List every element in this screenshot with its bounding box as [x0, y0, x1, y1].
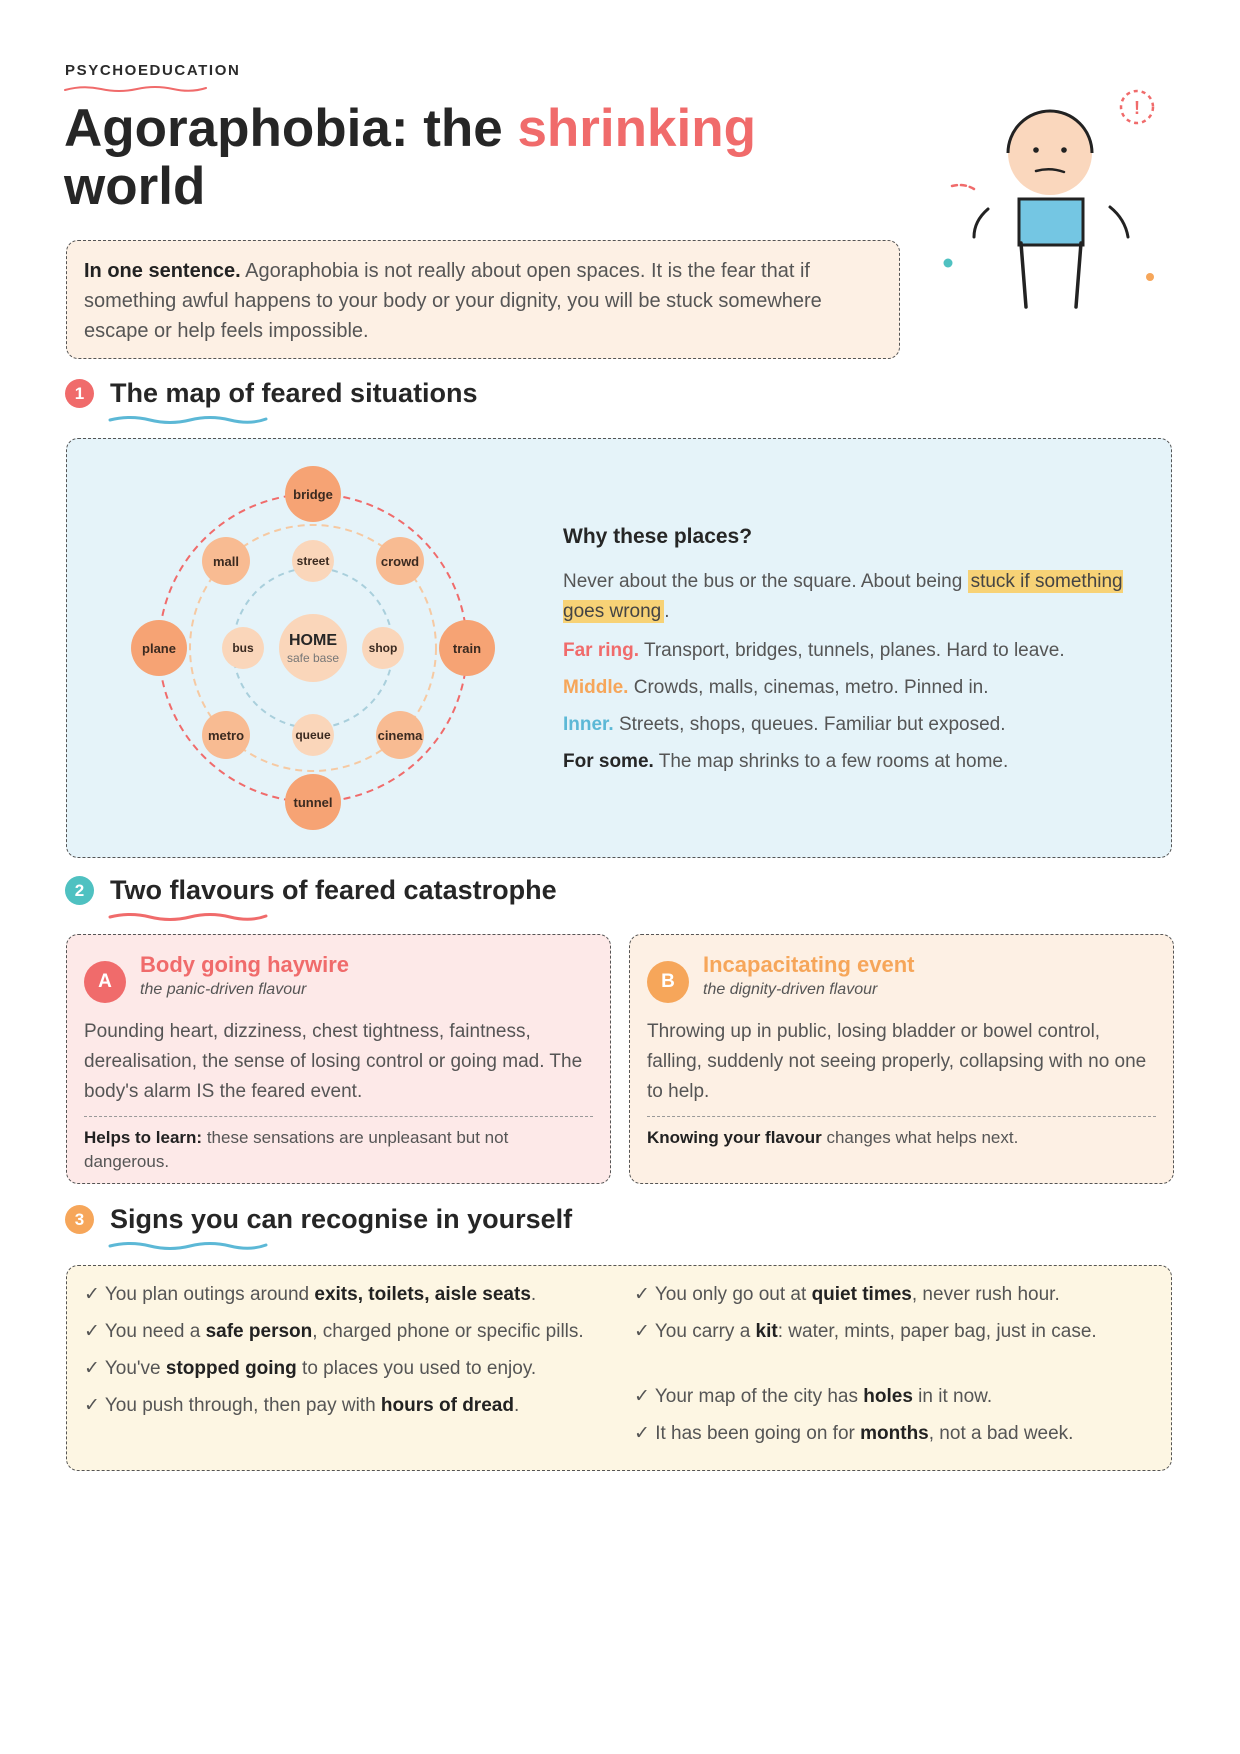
map-explanation: [563, 525, 1153, 787]
map-node: bridge: [293, 487, 333, 502]
eyebrow-label: PSYCHOEDUCATION: [65, 62, 241, 79]
card-foot-text: these sensations are unpleasant but not dangerous.: [84, 1128, 509, 1171]
ring-text: Streets, shops, queues. Familiar but exposed.: [613, 714, 1006, 735]
signs-panel: [66, 1265, 1172, 1471]
eyebrow-underline: [63, 84, 208, 94]
map-node: street: [296, 554, 330, 568]
section2-underline: [108, 911, 268, 923]
map-node: queue: [295, 728, 331, 742]
title-part2: world: [64, 157, 206, 216]
sign-item: ✓ You carry a kit: water, mints, paper bag, just in case.: [634, 1321, 1097, 1342]
map-node: tunnel: [293, 795, 333, 810]
card-body-text: Pounding heart, dizziness, chest tightness, faintness, derealisation, the sense of losing control or going mad. The body's alarm IS the feared event.: [84, 1021, 583, 1102]
ring-text: Crowds, malls, cinemas, metro. Pinned in.: [628, 677, 989, 698]
map-intro-after: .: [664, 601, 670, 622]
sign-item: ✓ Your map of the city has holes in it now.: [634, 1386, 993, 1407]
section1-number: 1: [65, 379, 94, 408]
section1-underline: [108, 414, 268, 426]
map-intro: [563, 567, 1153, 627]
title-accent: shrinking: [517, 99, 756, 158]
card-badge: B: [647, 961, 689, 1003]
card-title: Incapacitating event: [703, 952, 915, 977]
map-node: train: [452, 641, 482, 656]
sign-item: ✓ You've stopped going to places you used to enjoy.: [84, 1358, 537, 1379]
ring-label: For some.: [563, 751, 654, 772]
map-node: crowd: [380, 554, 420, 569]
card-foot-text: changes what helps next.: [821, 1128, 1019, 1147]
sign-item: ✓ You plan outings around exits, toilets, aisle seats.: [84, 1284, 537, 1305]
map-node: metro: [207, 728, 245, 743]
card-title: Body going haywire: [140, 952, 350, 977]
ring-text: Transport, bridges, tunnels, planes. Hard to leave.: [639, 640, 1065, 661]
map-intro-before: Never about the bus or the square. About being: [563, 571, 968, 592]
signs-column-right: [634, 1281, 1144, 1457]
section3-heading: [65, 1204, 572, 1235]
worried-person-illustration: [930, 75, 1180, 315]
catastrophe-card-body: [66, 934, 611, 1184]
alert-glyph: !: [1134, 98, 1140, 118]
title-part1: Agoraphobia: the: [64, 99, 518, 158]
ring-text: The map shrinks to a few rooms at home.: [653, 751, 1009, 772]
map-node: plane: [142, 641, 176, 656]
card-foot-bold: Knowing your flavour: [647, 1128, 822, 1147]
alert-icon: [1121, 91, 1153, 123]
ring-line-middle: [563, 676, 1153, 700]
summary-box: [66, 240, 900, 359]
section2-title: Two flavours of feared catastrophe: [110, 875, 557, 905]
catastrophe-card-event: [629, 934, 1174, 1184]
sign-item: ✓ It has been going on for months, not a bad week.: [634, 1423, 1074, 1444]
card-subtitle: the panic-driven flavour: [140, 981, 307, 998]
ring-line-some: [563, 750, 1153, 774]
map-node: cinema: [377, 728, 423, 743]
section1-title: The map of feared situations: [110, 378, 478, 408]
map-question: Why these places?: [563, 525, 753, 548]
summary-lead: In one sentence.: [84, 260, 241, 282]
ring-line-far: [563, 639, 1153, 663]
card-body-text: Throwing up in public, losing bladder or bowel control, falling, suddenly not seeing properly, collapsing with no one to help.: [647, 1021, 1147, 1102]
page-title: [64, 100, 904, 216]
feared-situations-map: [113, 459, 513, 839]
signs-column-left: [84, 1281, 594, 1429]
card-divider: [84, 1116, 593, 1117]
ring-label: Inner.: [563, 714, 614, 735]
card-subtitle: the dignity-driven flavour: [703, 981, 878, 998]
section3-number: 3: [65, 1205, 94, 1234]
card-footnote: [647, 1126, 1156, 1150]
sign-item: ✓ You need a safe person, charged phone or specific pills.: [84, 1321, 584, 1342]
section3-title: Signs you can recognise in yourself: [110, 1204, 573, 1234]
home-label: HOME: [289, 632, 337, 649]
sign-item: ✓ You only go out at quiet times, never rush hour.: [634, 1284, 1060, 1305]
feared-situations-panel: [66, 438, 1172, 858]
section2-heading: [65, 875, 557, 906]
section1-heading: [65, 378, 478, 409]
card-divider: [647, 1116, 1156, 1117]
ring-label: Middle.: [563, 677, 629, 698]
home-sublabel: safe base: [286, 651, 340, 665]
section3-underline: [108, 1240, 268, 1252]
map-intro-highlight: stuck if something goes wrong: [563, 571, 1123, 622]
ring-line-inner: [563, 713, 1153, 737]
card-footnote: [84, 1126, 593, 1174]
map-node: shop: [368, 641, 398, 655]
summary-text: Agoraphobia is not really about open spaces. It is the fear that if something awful happens to your body or your dignity, you will be stuck somewhere escape or help feels impossible.: [84, 260, 822, 342]
section2-number: 2: [65, 876, 94, 905]
map-node: bus: [232, 641, 254, 655]
home-node: [279, 614, 347, 682]
ring-label: Far ring.: [563, 640, 640, 661]
map-node: mall: [212, 554, 240, 569]
sign-item: ✓ You push through, then pay with hours of dread.: [84, 1395, 520, 1416]
card-badge: A: [84, 961, 126, 1003]
card-foot-bold: Helps to learn:: [84, 1128, 203, 1147]
